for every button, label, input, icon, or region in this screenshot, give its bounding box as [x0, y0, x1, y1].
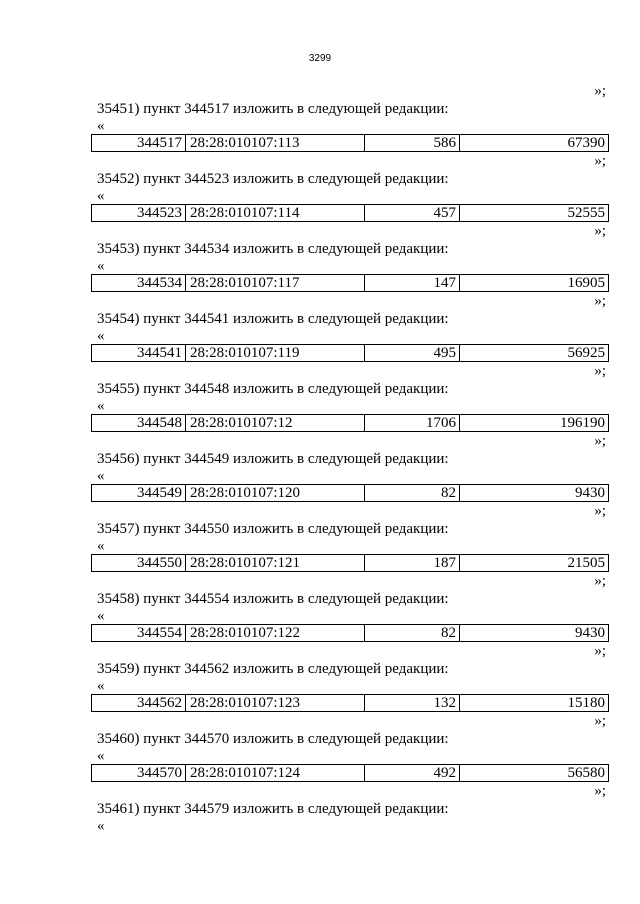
cadastral-number-cell: 28:28:010107:117	[186, 275, 365, 291]
cadastral-number-cell: 28:28:010107:123	[186, 695, 365, 711]
item-number-cell: 344548	[92, 415, 186, 431]
table-row	[91, 414, 609, 432]
cadastral-number-cell: 28:28:010107:114	[186, 205, 365, 221]
closing-quote: »;	[594, 293, 606, 309]
amendment-block	[0, 152, 640, 222]
amendment-instruction: 35458) пункт 344554 изложить в следующей редакции:	[97, 591, 449, 607]
opening-quote: «	[97, 328, 105, 344]
table-row	[91, 484, 609, 502]
value-cell: 56580	[567, 765, 605, 781]
item-number-cell: 344550	[92, 555, 186, 571]
amendment-block	[0, 292, 640, 362]
value-cell: 9430	[575, 625, 605, 641]
value-cell: 67390	[567, 135, 605, 151]
value-cell: 15180	[567, 695, 605, 711]
amendment-instruction: 35459) пункт 344562 изложить в следующей редакции:	[97, 661, 449, 677]
item-number-cell: 344534	[92, 275, 186, 291]
table-row	[91, 134, 609, 152]
cadastral-number-cell: 28:28:010107:124	[186, 765, 365, 781]
opening-quote: «	[97, 538, 105, 554]
closing-quote: »;	[594, 643, 606, 659]
value-cell: 56925	[567, 345, 605, 361]
value-cell: 52555	[567, 205, 605, 221]
amendment-instruction: 35460) пункт 344570 изложить в следующей редакции:	[97, 731, 449, 747]
amendment-block	[0, 502, 640, 572]
closing-quote: »;	[594, 783, 606, 799]
cadastral-number-cell: 28:28:010107:113	[186, 135, 365, 151]
area-cell: 82	[365, 625, 460, 641]
closing-quote: »;	[594, 153, 606, 169]
closing-quote: »;	[594, 503, 606, 519]
value-cell: 16905	[567, 275, 605, 291]
cadastral-number-cell: 28:28:010107:12	[186, 415, 365, 431]
area-cell: 492	[365, 765, 460, 781]
opening-quote: «	[97, 818, 105, 834]
opening-quote: «	[97, 258, 105, 274]
opening-quote: «	[97, 118, 105, 134]
amendment-instruction: 35452) пункт 344523 изложить в следующей редакции:	[97, 171, 449, 187]
amendment-instruction: 35461) пункт 344579 изложить в следующей редакции:	[97, 801, 449, 817]
item-number-cell: 344517	[92, 135, 186, 151]
value-cell: 9430	[575, 485, 605, 501]
amendment-block	[0, 572, 640, 642]
cadastral-number-cell: 28:28:010107:119	[186, 345, 365, 361]
table-row	[91, 694, 609, 712]
opening-quote: «	[97, 678, 105, 694]
table-row	[91, 274, 609, 292]
closing-quote: »;	[594, 83, 606, 99]
area-cell: 132	[365, 695, 460, 711]
closing-quote: »;	[594, 573, 606, 589]
item-number-cell: 344549	[92, 485, 186, 501]
opening-quote: «	[97, 188, 105, 204]
area-cell: 495	[365, 345, 460, 361]
opening-quote: «	[97, 468, 105, 484]
area-cell: 147	[365, 275, 460, 291]
table-row	[91, 764, 609, 782]
value-cell: 196190	[560, 415, 605, 431]
amendment-block	[0, 222, 640, 292]
closing-quote: »;	[594, 363, 606, 379]
cadastral-number-cell: 28:28:010107:122	[186, 625, 365, 641]
area-cell: 187	[365, 555, 460, 571]
table-row	[91, 624, 609, 642]
amendment-block	[0, 432, 640, 502]
area-cell: 82	[365, 485, 460, 501]
table-row	[91, 204, 609, 222]
opening-quote: «	[97, 398, 105, 414]
amendment-instruction: 35451) пункт 344517 изложить в следующей редакции:	[97, 101, 449, 117]
amendment-instruction: 35454) пункт 344541 изложить в следующей редакции:	[97, 311, 449, 327]
item-number-cell: 344570	[92, 765, 186, 781]
closing-quote: »;	[594, 433, 606, 449]
opening-quote: «	[97, 748, 105, 764]
opening-quote: «	[97, 608, 105, 624]
amendment-instruction: 35455) пункт 344548 изложить в следующей редакции:	[97, 381, 449, 397]
amendment-block	[0, 712, 640, 782]
amendment-block	[0, 362, 640, 432]
amendment-instruction: 35457) пункт 344550 изложить в следующей редакции:	[97, 521, 449, 537]
page-number: 3299	[308, 53, 332, 64]
item-number-cell: 344554	[92, 625, 186, 641]
area-cell: 457	[365, 205, 460, 221]
final-amendment-block	[0, 782, 640, 852]
amendment-block	[0, 82, 640, 152]
item-number-cell: 344523	[92, 205, 186, 221]
document-body	[0, 82, 640, 852]
area-cell: 586	[365, 135, 460, 151]
item-number-cell: 344541	[92, 345, 186, 361]
table-row	[91, 554, 609, 572]
area-cell: 1706	[365, 415, 460, 431]
cadastral-number-cell: 28:28:010107:120	[186, 485, 365, 501]
closing-quote: »;	[594, 223, 606, 239]
item-number-cell: 344562	[92, 695, 186, 711]
table-row	[91, 344, 609, 362]
amendment-instruction: 35456) пункт 344549 изложить в следующей редакции:	[97, 451, 449, 467]
amendment-instruction: 35453) пункт 344534 изложить в следующей редакции:	[97, 241, 449, 257]
closing-quote: »;	[594, 713, 606, 729]
amendment-block	[0, 642, 640, 712]
value-cell: 21505	[567, 555, 605, 571]
cadastral-number-cell: 28:28:010107:121	[186, 555, 365, 571]
